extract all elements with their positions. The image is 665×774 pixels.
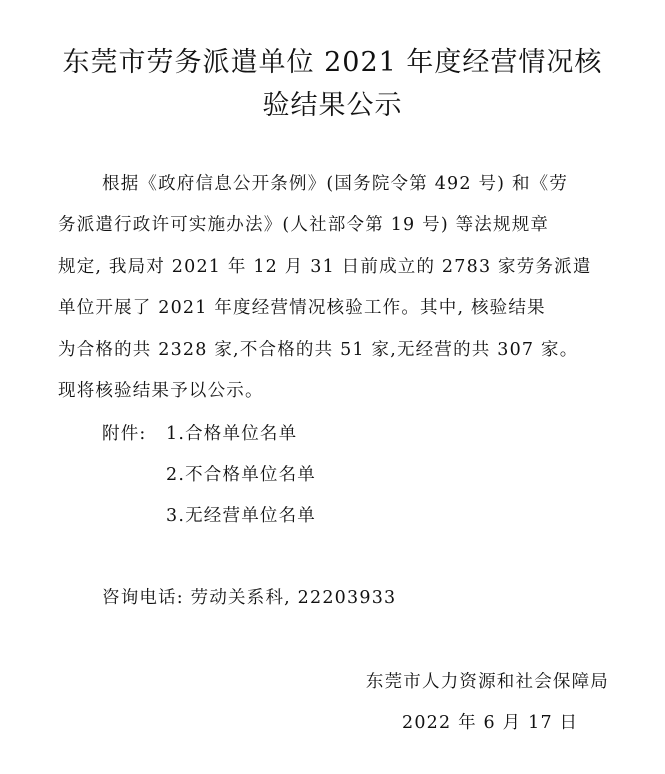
- body-paragraph-line-2: 务派遣行政许可实施办法》(人社部令第 19 号) 等法规规章: [58, 215, 550, 235]
- attachments-label: 附件:: [102, 424, 147, 444]
- body-paragraph-line-6: 现将核验结果予以公示。: [58, 381, 264, 401]
- attachment-item: 2.不合格单位名单: [166, 465, 316, 485]
- attachment-item: 1.合格单位名单: [166, 424, 298, 444]
- body-paragraph-line-5: 为合格的共 2328 家,不合格的共 51 家,无经营的共 307 家。: [58, 340, 579, 360]
- document-title-line-1: 东莞市劳务派遣单位 2021 年度经营情况核: [62, 47, 603, 78]
- contact-line: 咨询电话: 劳动关系科, 22203933: [102, 588, 397, 608]
- attachment-item: 3.无经营单位名单: [166, 506, 316, 526]
- issuing-organization: 东莞市人力资源和社会保障局: [365, 672, 609, 692]
- document-title-line-2: 验结果公示: [262, 90, 403, 121]
- body-paragraph-line-4: 单位开展了 2021 年度经营情况核验工作。其中, 核验结果: [58, 298, 546, 318]
- body-paragraph-line-1: 根据《政府信息公开条例》(国务院令第 492 号) 和《劳: [102, 174, 569, 194]
- issue-date: 2022 年 6 月 17 日: [402, 713, 579, 733]
- body-paragraph-line-3: 规定, 我局对 2021 年 12 月 31 日前成立的 2783 家劳务派遣: [58, 257, 592, 277]
